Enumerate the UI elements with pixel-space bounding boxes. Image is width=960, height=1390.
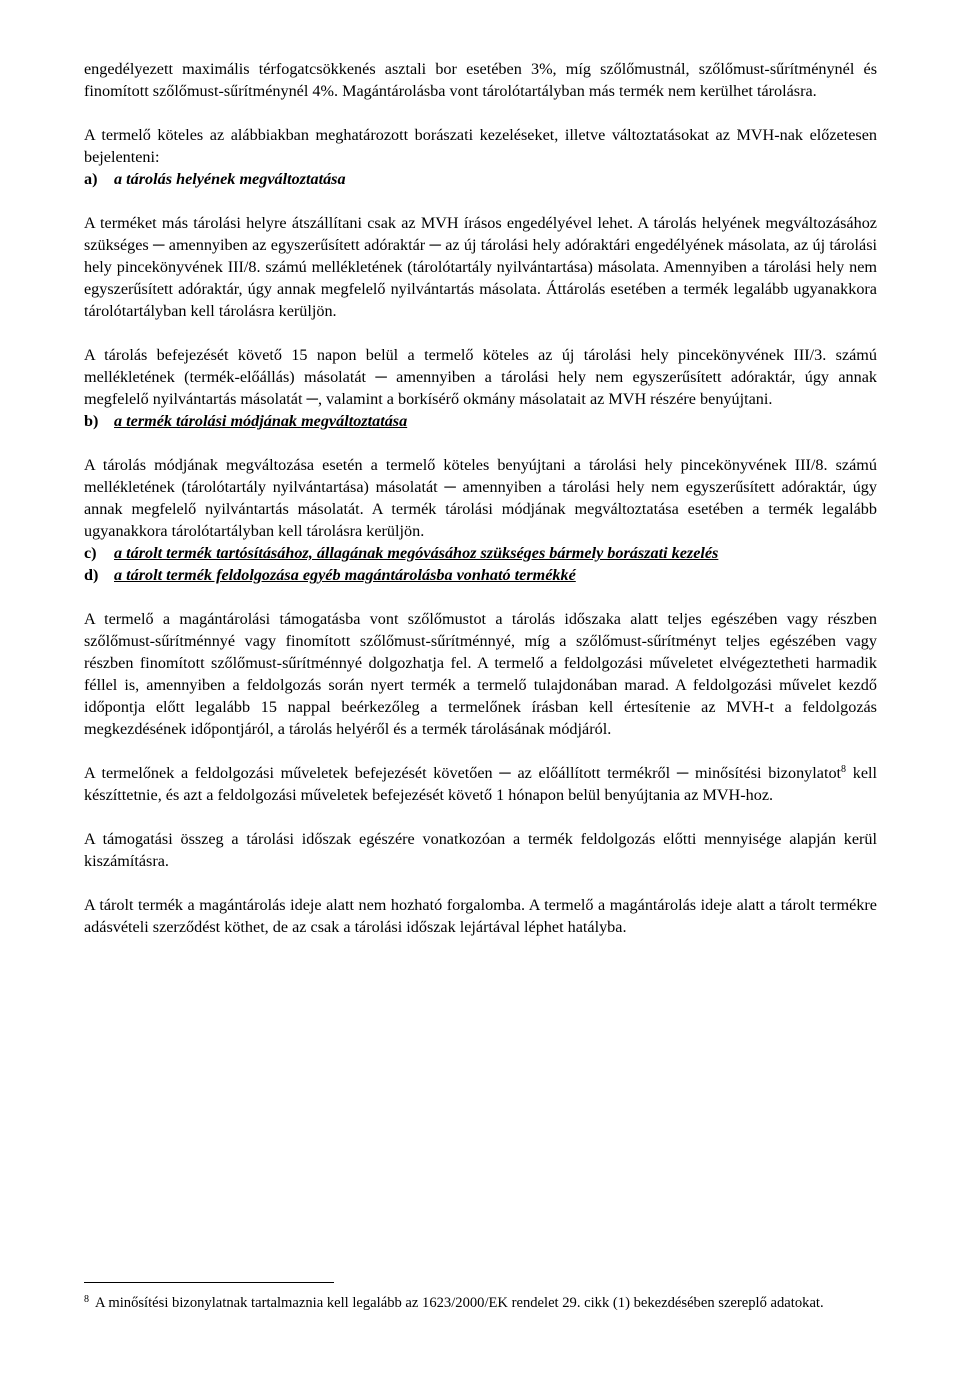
heading-a-label: a): [84, 170, 98, 188]
heading-b: [84, 410, 877, 432]
heading-d: [84, 564, 877, 586]
paragraph-processing: A termelő a magántárolási támogatásba vont szőlőmustot a tárolás időszaka alatt teljes egészében vagy részben szőlőmust-sűrítménnyé vagy finomított szőlőmust-sűrítménnyé, míg a szőlőmust-sűrítményt teljes egészében vagy részben finomított szőlőmust-sűrítménnyé dolgozhatja fel. A termelő a feldolgozási műveletet elvégeztetheti harmadik féllel is, amennyiben a feldolgozás során nyert termék a termelő tulajdonában marad. A feldolgozási művelet kezdő időpontja előtt legalább 15 nappal beérkezőleg a termelőnek írásban kell értesítenie az MVH-t a feldolgozás megkezdésének időpontjáról, a tárolás helyéről és a termék tárolásának módjáról.: [84, 610, 877, 738]
footnote-text: A minősítési bizonylatnak tartalmaznia kell legalább az 1623/2000/EK rendelet 29. cikk (1) bekezdésében szereplő adatokat.: [95, 1295, 824, 1311]
paragraph-support-amount: A támogatási összeg a tárolási időszak egészére vonatkozóan a termék feldolgozás előtti mennyisége alapján kerül kiszámításra.: [84, 830, 877, 870]
heading-a: [84, 168, 877, 190]
footnote: [84, 1293, 877, 1314]
paragraph-certificate: [84, 762, 877, 806]
heading-d-label: d): [84, 566, 99, 584]
footnote-divider: [84, 1282, 334, 1283]
footnote-area: [84, 1282, 877, 1314]
paragraph-certificate-end: kell készíttetnie, és azt a feldolgozási műveletek befejezését követő 1 hónapon belül benyújtania az MVH-hoz.: [84, 764, 877, 804]
heading-d-text: a tárolt termék feldolgozása egyéb magántárolásba vonható termékké: [114, 566, 576, 584]
paragraph-storage-method: A tárolás módjának megváltozása esetén a termelő köteles benyújtani a tárolási hely pincekönyvének III/8. számú mellékletének (tárolótartály nyilvántartása) másolatát ─ amennyiben a tárolási hely nem egyszerűsített adóraktár, úgy annak megfelelő nyilvántartás másolatát. A termék tárolási módjának megváltoztatása esetében a termék legalább ugyanakkora tárolótartályban kell tárolásra kerüljön.: [84, 456, 877, 540]
footnote-reference[interactable]: 8: [841, 764, 847, 775]
footnote-number: 8: [84, 1294, 89, 1305]
paragraph-certificate-start: A termelőnek a feldolgozási műveletek befejezését követően ─ az előállított termékről ─ minősítési bizonylatot: [84, 764, 842, 782]
paragraph-obligation: A termelő köteles az alábbiakban meghatározott borászati kezeléseket, illetve változtatásokat az MVH-nak előzetesen bejelenteni:: [84, 126, 877, 166]
paragraph-relocation-completion: A tárolás befejezését követő 15 napon belül a termelő köteles az új tárolási hely pincekönyvének III/3. számú mellékletének (termék-előállás) másolatát ─ amennyiben a tárolási hely nem egyszerűsített adóraktár, úgy annak megfelelő nyilvántartás másolatát ─, valamint a borkísérő okmány másolatait az MVH részére benyújtani.: [84, 346, 877, 408]
document-body: [84, 58, 877, 938]
heading-a-text: a tárolás helyének megváltoztatása: [114, 170, 346, 188]
paragraph-relocation: A terméket más tárolási helyre átszállítani csak az MVH írásos engedélyével lehet. A tárolás helyének megváltozásához szükséges ─ amennyiben az egyszerűsített adóraktár ─ az új tárolási hely adóraktári engedélyének másolata, az új tárolási hely pincekönyvének III/8. számú mellékletének (tárolótartály nyilvántartása) másolata. Amennyiben a tárolási hely nem egyszerűsített adóraktár, úgy annak megfelelő nyilvántartás másolata. Áttárolás esetében a termék legalább ugyanakkora tárolótartályban kell tárolásra kerüljön.: [84, 214, 877, 320]
heading-b-text: a termék tárolási módjának megváltoztatása: [114, 412, 408, 430]
paragraph-trading: A tárolt termék a magántárolás ideje alatt nem hozható forgalomba. A termelő a magántárolás ideje alatt a tárolt termékre adásvételi szerződést köthet, de az csak a tárolási időszak lejártával léphet hatályba.: [84, 896, 877, 936]
paragraph-intro: engedélyezett maximális térfogatcsökkenés asztali bor esetében 3%, míg szőlőmustnál, szőlőmust-sűrítménynél és finomított szőlőmust-sűrítménynél 4%. Magántárolásba vont tárolótartályban más termék nem kerülhet tárolásra.: [84, 60, 877, 100]
heading-b-label: b): [84, 412, 99, 430]
heading-c-text: a tárolt termék tartósításához, állagának megóvásához szükséges bármely borászati kezelés: [114, 544, 719, 562]
heading-c: [84, 542, 877, 564]
heading-c-label: c): [84, 544, 97, 562]
